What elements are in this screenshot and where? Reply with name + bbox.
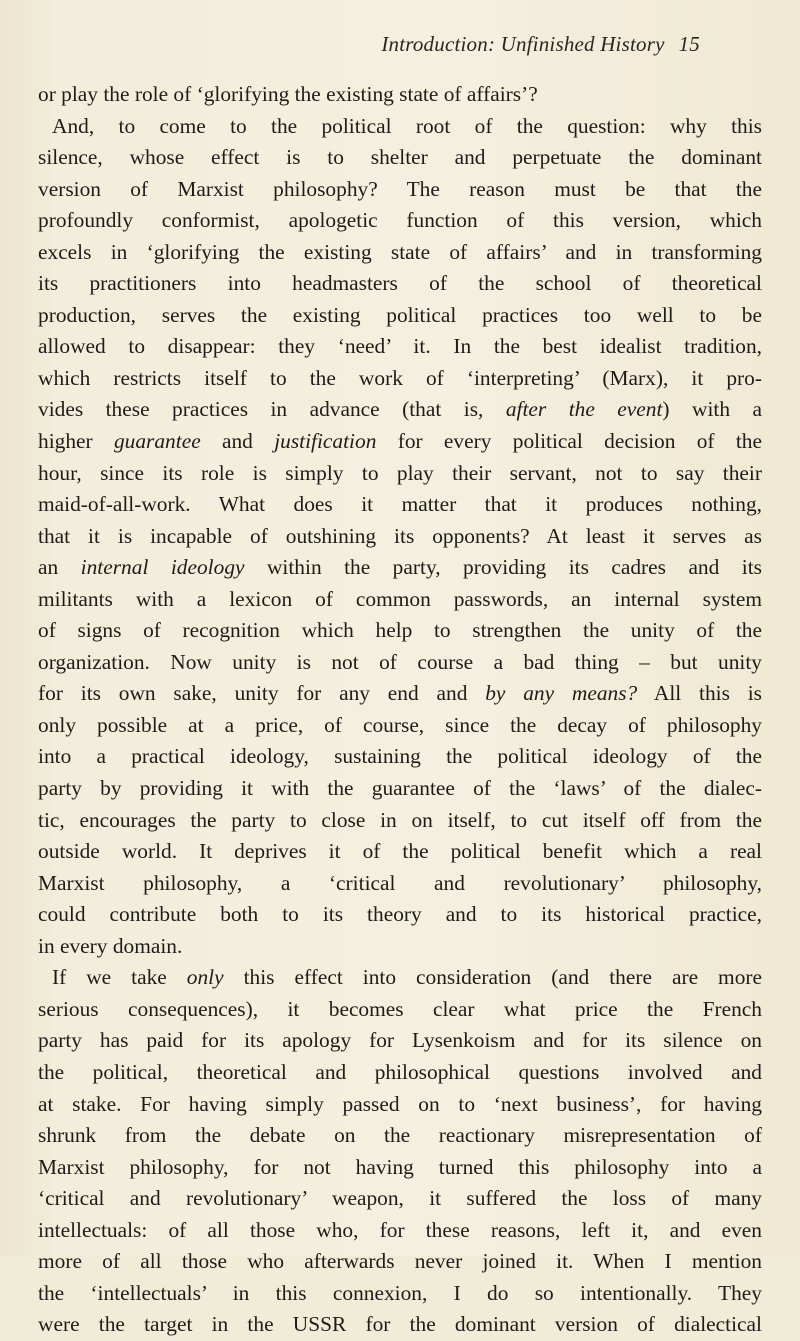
text-line xyxy=(38,1215,762,1247)
text-run: within the party, providing its cadres and its xyxy=(244,555,762,580)
text-line xyxy=(38,773,762,805)
text-run: into a practical ideology, sustaining the political ideology of the xyxy=(38,744,762,769)
text-line xyxy=(38,962,762,994)
text-line xyxy=(38,1246,762,1278)
text-line xyxy=(38,552,762,584)
text-run: its practitioners into headmasters of the school of theoretical xyxy=(38,271,762,296)
text-run: at stake. For having simply passed on to ‘next business’, for having xyxy=(38,1091,762,1116)
text-line xyxy=(38,394,762,426)
text-line xyxy=(38,79,762,111)
text-run: excels in ‘glorifying the existing state of affairs’ and in transforming xyxy=(38,239,762,264)
text-run: an xyxy=(38,555,81,580)
text-run: tic, encourages the party to close in on itself, to cut itself off from the xyxy=(38,807,762,832)
text-line xyxy=(38,331,762,363)
text-line xyxy=(38,710,762,742)
text-line xyxy=(38,489,762,521)
text-line xyxy=(38,741,762,773)
italic-phrase: after the event xyxy=(505,397,663,422)
text-run: which restricts itself to the work of ‘interpreting’ (Marx), it pro- xyxy=(38,365,762,390)
text-run: party by providing it with the guarantee of the ‘laws’ of the dialec- xyxy=(38,776,762,801)
text-line xyxy=(38,836,762,868)
text-line xyxy=(38,300,762,332)
italic-phrase: internal ideology xyxy=(80,555,245,580)
text-line xyxy=(38,678,762,710)
text-run: of signs of recognition which help to strengthen the unity of the xyxy=(38,618,762,643)
text-line xyxy=(38,1089,762,1121)
running-title: Introduction: Unfinished History xyxy=(381,32,665,56)
text-line xyxy=(38,1183,762,1215)
text-line xyxy=(38,142,762,174)
text-run: and xyxy=(200,429,275,454)
text-line xyxy=(38,205,762,237)
text-run: shrunk from the debate on the reactionary misrepresentation of xyxy=(38,1123,762,1148)
text-line xyxy=(38,805,762,837)
italic-phrase: guarantee xyxy=(113,429,201,454)
text-run: more of all those who afterwards never joined it. When I mention xyxy=(38,1249,762,1274)
text-line xyxy=(38,111,762,143)
text-line xyxy=(38,1309,762,1341)
text-line xyxy=(38,458,762,490)
text-run: organization. Now unity is not of course a bad thing – but unity xyxy=(38,649,762,674)
text-run: serious consequences), it becomes clear what price the French xyxy=(38,996,762,1021)
text-run: in every domain. xyxy=(38,933,183,958)
italic-phrase: only xyxy=(186,965,224,990)
text-run: Marxist philosophy, for not having turned this philosophy into a xyxy=(38,1154,762,1179)
text-line xyxy=(38,647,762,679)
page-number: 15 xyxy=(678,32,700,56)
text-run: or play the role of ‘glorifying the existing state of affairs’? xyxy=(38,82,538,106)
running-head xyxy=(381,32,700,57)
text-line xyxy=(38,1057,762,1089)
text-line xyxy=(38,868,762,900)
text-line xyxy=(38,994,762,1026)
text-line xyxy=(38,1025,762,1057)
text-run: ‘critical and revolutionary’ weapon, it suffered the loss of many xyxy=(38,1186,762,1211)
text-line xyxy=(38,584,762,616)
text-run: production, serves the existing political practices too well to be xyxy=(38,302,762,327)
text-run: profoundly conformist, apologetic function of this version, which xyxy=(38,208,762,233)
text-line xyxy=(38,521,762,553)
text-run: version of Marxist philosophy? The reason must be that the xyxy=(38,176,762,201)
text-run: the political, theoretical and philosophical questions involved and xyxy=(38,1059,762,1084)
text-run: All this is xyxy=(637,681,763,706)
text-run: allowed to disappear: they ‘need’ it. In the best idealist tradition, xyxy=(38,334,762,359)
text-line xyxy=(38,426,762,458)
text-run: Marxist philosophy, a ‘critical and revolutionary’ philosophy, xyxy=(38,870,762,895)
text-run: the ‘intellectuals’ in this connexion, I do so intentionally. They xyxy=(38,1280,762,1305)
text-run: only possible at a price, of course, since the decay of philosophy xyxy=(38,712,762,737)
text-run: intellectuals: of all those who, for these reasons, left it, and even xyxy=(38,1217,762,1242)
text-run: ) with a xyxy=(662,397,762,422)
text-line xyxy=(38,174,762,206)
italic-phrase: justification xyxy=(274,429,377,454)
text-run: for its own sake, unity for any end and xyxy=(38,681,486,706)
text-run: militants with a lexicon of common passwords, an internal system xyxy=(38,586,762,611)
text-run: maid-of-all-work. What does it matter that it produces nothing, xyxy=(38,492,762,517)
body-text xyxy=(38,79,762,1341)
text-line xyxy=(38,931,762,963)
text-run: If we take xyxy=(52,965,187,990)
text-run: hour, since its role is simply to play their servant, not to say their xyxy=(38,460,762,485)
text-line xyxy=(38,237,762,269)
text-run: outside world. It deprives it of the political benefit which a real xyxy=(38,839,762,864)
italic-phrase: by any means? xyxy=(485,681,638,706)
text-line xyxy=(38,363,762,395)
text-line xyxy=(38,899,762,931)
text-line xyxy=(38,1152,762,1184)
text-line xyxy=(38,1120,762,1152)
text-run: that it is incapable of outshining its opponents? At least it serves as xyxy=(38,523,762,548)
text-run: silence, whose effect is to shelter and perpetuate the dominant xyxy=(38,145,762,170)
text-run: could contribute both to its theory and to its historical practice, xyxy=(38,902,762,927)
text-run: this effect into consideration (and there are more xyxy=(223,965,763,990)
text-run: vides these practices in advance (that is, xyxy=(38,397,506,422)
text-run: And, to come to the political root of the question: why this xyxy=(52,113,762,138)
text-line xyxy=(38,1278,762,1310)
text-line xyxy=(38,268,762,300)
text-line xyxy=(38,615,762,647)
text-run: higher xyxy=(38,429,114,454)
text-run: for every political decision of the xyxy=(376,429,762,454)
text-run: party has paid for its apology for Lysenkoism and for its silence on xyxy=(38,1028,762,1053)
text-run: were the target in the USSR for the dominant version of dialectical xyxy=(38,1312,762,1337)
